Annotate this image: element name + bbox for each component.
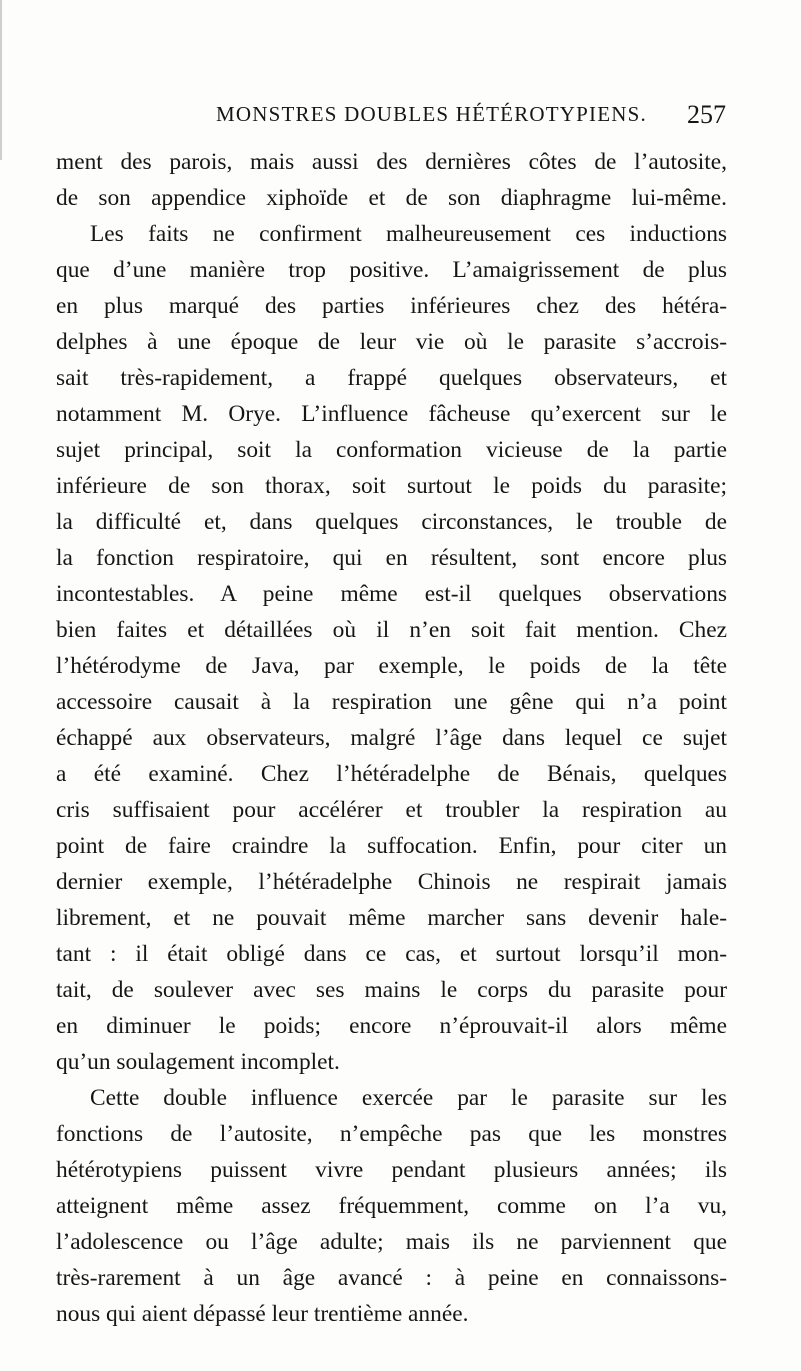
text-line: en plus marqué des parties inférieures chez des hétéra- bbox=[56, 293, 727, 319]
text-line: sujet principal, soit la conformation vicieuse de la partie bbox=[56, 437, 727, 463]
running-title: MONSTRES DOUBLES HÉTÉROTYPIENS. bbox=[216, 102, 647, 126]
text-line: delphes à une époque de leur vie où le parasite s’accrois- bbox=[56, 329, 727, 355]
text-line: l’hétérodyme de Java, par exemple, le poids de la tête bbox=[56, 653, 727, 679]
text-line: Les faits ne confirment malheureusement ces inductions bbox=[90, 221, 727, 247]
text-line: atteignent même assez fréquemment, comme on l’a vu, bbox=[56, 1193, 727, 1219]
text-line: la difficulté et, dans quelques circonstances, le trouble de bbox=[56, 509, 727, 535]
page-number: 257 bbox=[687, 100, 726, 129]
text-line: que d’une manière trop positive. L’amaigrissement de plus bbox=[56, 257, 727, 283]
text-line: en diminuer le poids; encore n’éprouvait-il alors même bbox=[56, 1013, 727, 1039]
text-line: notamment M. Orye. L’influence fâcheuse qu’exercent sur le bbox=[56, 401, 727, 427]
body-text bbox=[56, 144, 727, 1332]
text-line: point de faire craindre la suffocation. Enfin, pour citer un bbox=[56, 833, 727, 859]
text-line: de son appendice xiphoïde et de son diaphragme lui-même. bbox=[56, 185, 727, 211]
text-line: hétérotypiens puissent vivre pendant plusieurs années; ils bbox=[56, 1157, 727, 1183]
text-line: qu’un soulagement incomplet. bbox=[56, 1049, 340, 1075]
text-line: tant : il était obligé dans ce cas, et surtout lorsqu’il mon- bbox=[56, 941, 727, 967]
text-line: a été examiné. Chez l’hétéradelphe de Bénais, quelques bbox=[56, 761, 727, 787]
text-line: l’adolescence ou l’âge adulte; mais ils ne parviennent que bbox=[56, 1229, 727, 1255]
page-header bbox=[216, 102, 726, 132]
text-line: fonctions de l’autosite, n’empêche pas que les monstres bbox=[56, 1121, 727, 1147]
text-line: Cette double influence exercée par le parasite sur les bbox=[90, 1085, 727, 1111]
text-line: dernier exemple, l’hétéradelphe Chinois ne respirait jamais bbox=[56, 869, 727, 895]
text-line: incontestables. A peine même est-il quelques observations bbox=[56, 581, 727, 607]
text-line: bien faites et détaillées où il n’en soit fait mention. Chez bbox=[56, 617, 727, 643]
text-line: accessoire causait à la respiration une gêne qui n’a point bbox=[56, 689, 727, 715]
text-line: inférieure de son thorax, soit surtout le poids du parasite; bbox=[56, 473, 727, 499]
text-line: cris suffisaient pour accélérer et troubler la respiration au bbox=[56, 797, 727, 823]
text-line: tait, de soulever avec ses mains le corps du parasite pour bbox=[56, 977, 727, 1003]
text-line: la fonction respiratoire, qui en résultent, sont encore plus bbox=[56, 545, 727, 571]
page-edge-line bbox=[0, 0, 2, 160]
text-line: librement, et ne pouvait même marcher sans devenir hale- bbox=[56, 905, 727, 931]
text-line: très-rarement à un âge avancé : à peine en connaissons- bbox=[56, 1265, 727, 1291]
text-line: nous qui aient dépassé leur trentième année. bbox=[56, 1301, 469, 1327]
text-line: échappé aux observateurs, malgré l’âge dans lequel ce sujet bbox=[56, 725, 727, 751]
text-line: ment des parois, mais aussi des dernières côtes de l’autosite, bbox=[56, 149, 727, 175]
text-line: sait très-rapidement, a frappé quelques observateurs, et bbox=[56, 365, 727, 391]
